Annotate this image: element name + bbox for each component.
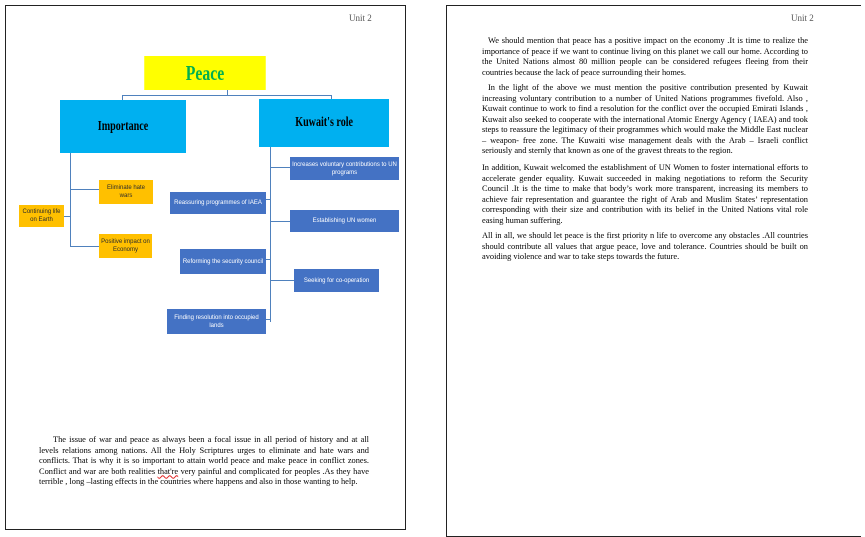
importance-item: Eliminate hate wars <box>99 180 153 204</box>
spelling-flag: that're <box>157 466 179 476</box>
body-paragraph: In the light of the above we must mention the positive contribution presented by Kuwait increasing voluntary contribution to a number of United Nations programmes fivefold. Also , Kuwait continue to work to find a resolution for the conflict over the occupied Emirati Islands , Kuwait also seeked to cooperate with the international Atomic Energy Agency ( IAEA) and took steps to reassure the legitimacy of their programmes which would make the Middle East nuclear – weapon- free zone. The Kuwaiti wise management deals with the Arab – Israeli conflict seriously and sternly that known as one of the gravest threats to the region. <box>482 83 808 155</box>
connector <box>227 90 228 96</box>
body-paragraph: All in all, we should let peace is the first priority n life to overcome any obstacles .All countries should contribute all values that argue peace, love and tolerance. Countries should be built on avoiding violence and war to take steps towards the future. <box>482 231 808 261</box>
body-paragraph: We should mention that peace has a positive impact on the economy .It is time to realize the importance of peace if we want to continue living on this planet we call our home. According to the United Nations almost 80 million people can be considered refugees fleeing from their countries because the lack of peace surrounding their homes. <box>482 36 808 77</box>
body-paragraph: In addition, Kuwait welcomed the establishment of UN Women to foster international efforts to accelerate gender equality. Kuwait succeeded in making negotiations to reform the Security Council .It is the time to make that body’s work more transparent, increasing its members to achieve fair representation and guarantee the right of Arab and Muslim States’ representation corresponding with their size and contribution with its belief in the United Nations vital role easing human suffering. <box>482 163 808 225</box>
document-page-left <box>5 5 406 530</box>
importance-item: Positive impact on Economy <box>99 234 152 258</box>
connector <box>70 246 99 247</box>
diagram-title: Peace <box>144 56 266 90</box>
connector <box>64 216 70 217</box>
connector <box>270 147 271 322</box>
connector <box>270 167 290 168</box>
intro-paragraph: The issue of war and peace as always been a focal issue in all period of history and at all levels relations among nations. All the Holy Scriptures urges to eliminate and hate wars and conflicts. That is why it is so important to attain world peace and make peace in conflict zones. Conflict and war are both realities that're very painful and complicated for peoples .As they have terrible , long –lasting effects in the countries where happens and also in those wanting to help. <box>39 435 369 486</box>
connector <box>70 153 71 247</box>
connector <box>266 319 270 320</box>
kuwait-role-item: Increases voluntary contributions to UN programs <box>290 157 399 180</box>
connector <box>266 199 270 200</box>
kuwait-role-item: Establishing UN women <box>290 210 399 232</box>
connector <box>266 259 270 260</box>
connector <box>70 189 99 190</box>
document-page-right <box>446 5 861 537</box>
kuwait-role-item: Finding resolution into occupied lands <box>167 309 266 334</box>
kuwait-role-item: Seeking for co-operation <box>294 269 379 292</box>
page-header-unit: Unit 2 <box>349 13 372 23</box>
importance-header: Importance <box>60 100 186 153</box>
kuwait-role-item: Reforming the security council <box>180 249 266 274</box>
page-gutter <box>416 0 434 537</box>
importance-root-item: Continuing life on Earth <box>19 205 64 227</box>
connector <box>270 280 294 281</box>
connector <box>270 221 290 222</box>
page-header-unit: Unit 2 <box>791 13 814 23</box>
kuwait-role-item: Reassuring programmes of IAEA <box>170 192 266 214</box>
kuwait-role-header: Kuwait's role <box>259 99 389 147</box>
